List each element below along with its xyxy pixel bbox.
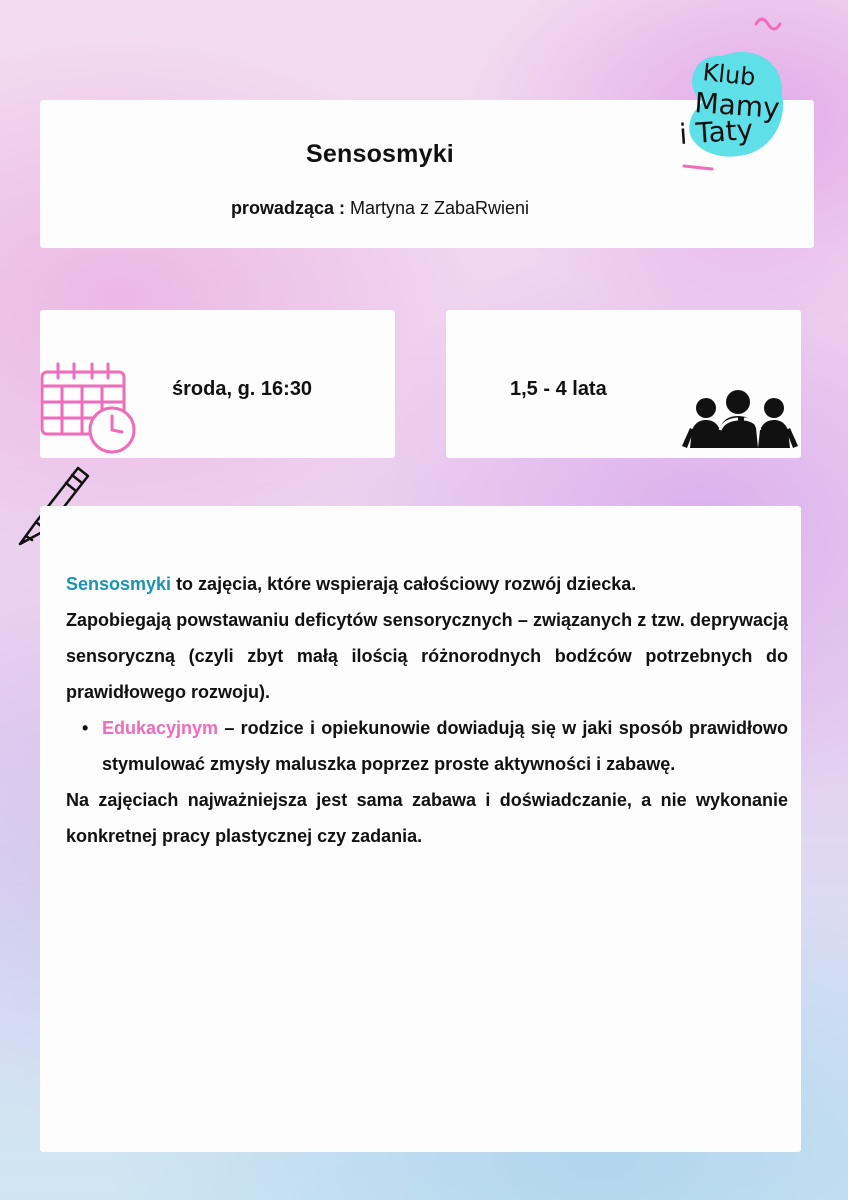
instructor-name: Martyna z ZabaRwieni bbox=[344, 198, 530, 218]
bullet-dot: • bbox=[82, 718, 89, 738]
bullet-rest: – rodzice i opiekunowie dowiadują się w jaki sposób prawidłowo stymulować zmysły maluszka poprzez proste aktywności i zabawę. bbox=[102, 718, 788, 774]
logo-text-1: Klub bbox=[701, 58, 757, 92]
instructor-label: prowadząca : bbox=[230, 198, 345, 218]
calendar-clock-icon bbox=[40, 360, 140, 455]
paragraph-deficits: Zapobiegają powstawaniu deficytów sensorycznych – związanych z tzw. deprywacją sensoryczną (czyli zbyt małą ilością różnorodnych bodźców potrzebnych do prawidłowego rozwoju). bbox=[66, 610, 788, 702]
age-text: 1,5 - 4 lata bbox=[510, 378, 607, 400]
paragraph-play: Na zajęciach najważniejsza jest sama zabawa i doświadczanie, a nie wykonanie konkretnej pracy plastycznej czy zadania. bbox=[66, 790, 788, 846]
benefits-list bbox=[66, 710, 788, 782]
description-text bbox=[66, 566, 788, 854]
page-title: Sensosmyki bbox=[306, 140, 454, 168]
schedule-text: środa, g. 16:30 bbox=[172, 378, 313, 400]
list-item bbox=[82, 710, 788, 782]
schedule-card bbox=[40, 310, 395, 458]
instructor-line bbox=[40, 198, 720, 219]
logo-text-2: Mamy bbox=[693, 86, 781, 125]
people-group-icon bbox=[680, 386, 800, 448]
logo-text-3: i Taty bbox=[678, 112, 755, 151]
description-card bbox=[40, 506, 801, 1152]
keyword-sensosmyki: Sensosmyki bbox=[66, 574, 172, 594]
intro-rest: to zajęcia, które wspierają całościowy rozwój dziecka. bbox=[171, 574, 637, 594]
club-logo bbox=[672, 14, 796, 174]
age-card bbox=[446, 310, 801, 458]
paragraph-intro bbox=[66, 566, 788, 602]
keyword-edukacyjnym: Edukacyjnym bbox=[102, 718, 219, 738]
